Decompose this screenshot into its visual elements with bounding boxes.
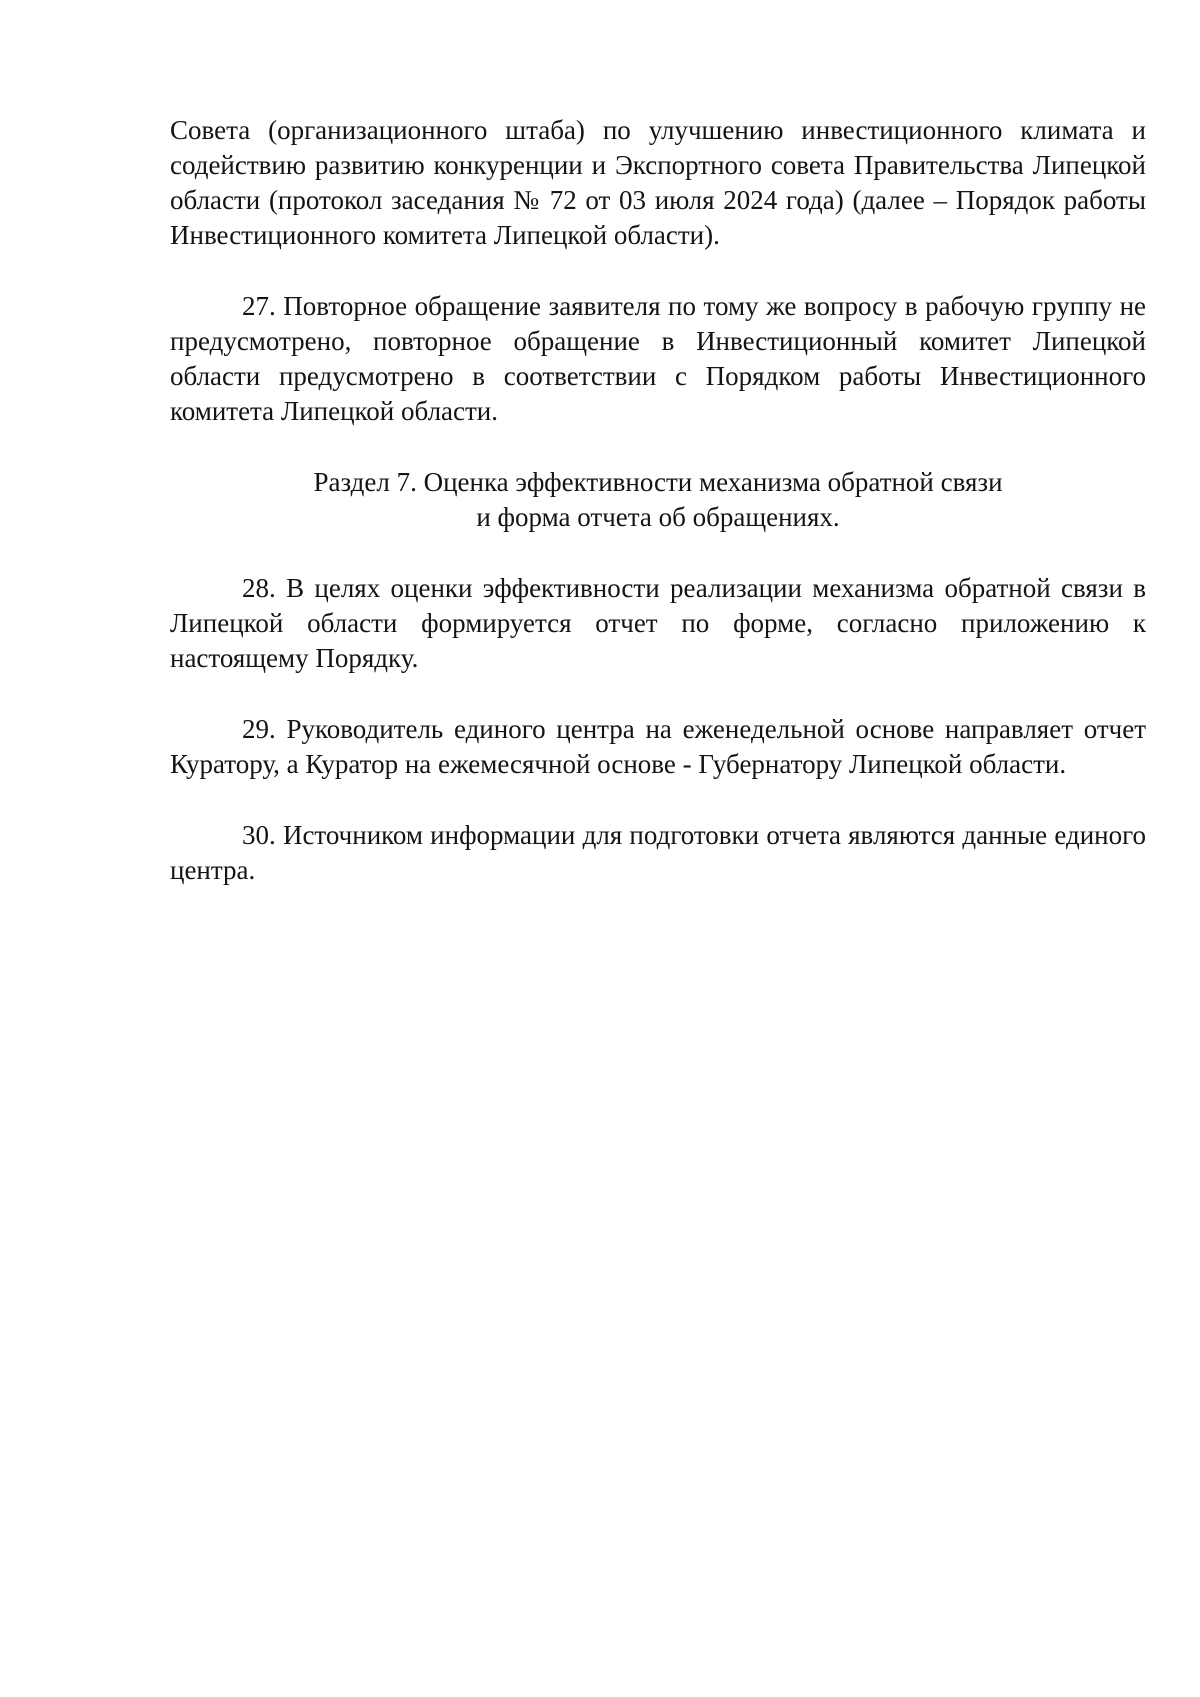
- paragraph-29: 29. Руководитель единого центра на еженедельной основе направляет отчет Куратору, а Куратор на ежемесячной основе - Губернатору Липецкой области.: [170, 714, 1146, 779]
- paragraph-27: 27. Повторное обращение заявителя по тому же вопросу в рабочую группу не предусмотрено, повторное обращение в Инвестиционный комитет Липецкой области предусмотрено в соответствии с Порядком работы Инвестиционного комитета Липецкой области.: [170, 291, 1146, 426]
- section-heading-line-1: Раздел 7. Оценка эффективности механизма обратной связи: [313, 467, 1003, 497]
- paragraph-30: 30. Источником информации для подготовки отчета являются данные единого центра.: [170, 820, 1146, 885]
- section-heading: [170, 465, 1146, 535]
- document-body: [170, 113, 1146, 888]
- section-heading-line-2: и форма отчета об обращениях.: [476, 502, 840, 532]
- continuation-paragraph: Совета (организационного штаба) по улучшению инвестиционного климата и содействию развитию конкуренции и Экспортного совета Правительства Липецкой области (протокол заседания № 72 от 03 июля 2024 года) (далее – Порядок работы Инвестиционного комитета Липецкой области).: [170, 115, 1146, 250]
- paragraph-28: 28. В целях оценки эффективности реализации механизма обратной связи в Липецкой области формируется отчет по форме, согласно приложению к настоящему Порядку.: [170, 573, 1146, 673]
